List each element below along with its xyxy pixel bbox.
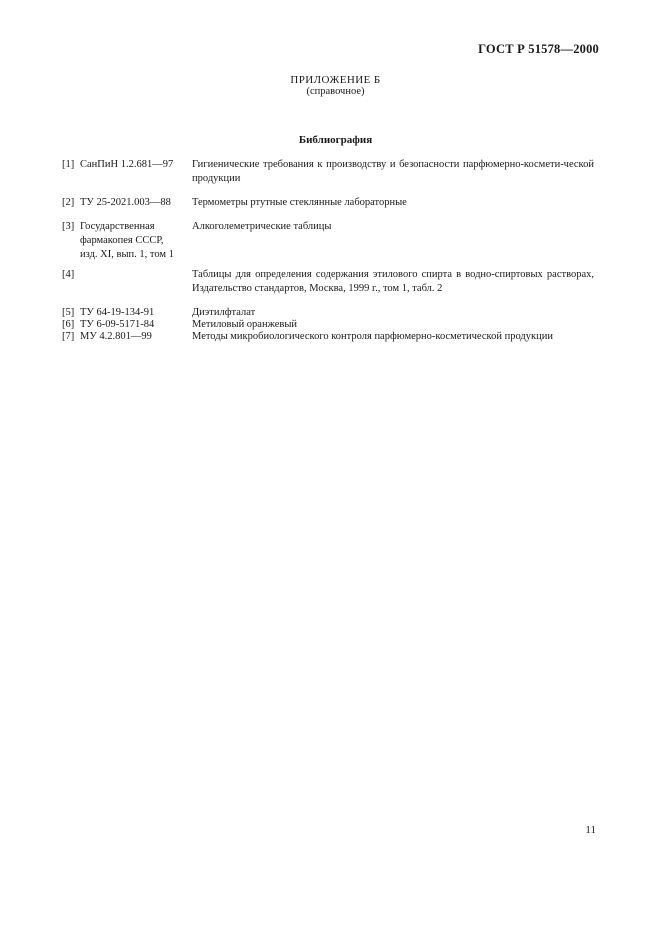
entry-title: Алкоголеметрические таблицы [192,221,332,232]
entry-source-line: ТУ 64-19-134-91 [80,307,155,318]
entry-title: Таблицы для определения содержания этилового спирта в водно-спиртовых растворах, Издательство стандартов, Москва, 1999 г., том 1, табл. 2 [192,269,594,294]
entry-title: Гигиенические требования к производству и безопасности парфюмерно-космети-ческой продукции [192,159,594,184]
entry-number: [4] [62,269,75,280]
entry-source-line: фармакопея СССР, [80,235,164,246]
entry-source-line: МУ 4.2.801—99 [80,331,152,342]
entry-source-line: ТУ 25-2021.003—88 [80,197,171,208]
page-number: 11 [585,824,596,836]
entry-number: [6] [62,319,75,330]
bibliography-heading: Библиография [298,134,373,146]
entry-number: [1] [62,159,75,170]
entry-number: [5] [62,307,75,318]
entry-number: [7] [62,331,75,342]
entry-number: [3] [62,221,75,232]
appendix-subtitle: (справочное) [306,86,365,97]
entry-title: Диэтилфталат [192,307,256,318]
entry-source-line: СанПиН 1.2.681—97 [80,159,174,170]
entry-title: Методы микробиологического контроля парфюмерно-косметической продукции [192,331,553,342]
entry-source-line: Государственная [80,221,155,232]
entry-title: Термометры ртутные стеклянные лабораторные [192,197,407,208]
document-code: ГОСТ Р 51578—2000 [478,42,599,56]
entry-source [80,158,190,172]
entry-source [80,220,190,262]
entry-number: [2] [62,197,75,208]
entry-source-line: ТУ 6-09-5171-84 [80,319,155,330]
entry-title: Метиловый оранжевый [192,319,297,330]
appendix-title: ПРИЛОЖЕНИЕ Б [290,74,381,86]
entry-source-line: изд. XI, вып. 1, том 1 [80,249,174,260]
entry-source [80,196,190,210]
entry-source [80,330,190,344]
